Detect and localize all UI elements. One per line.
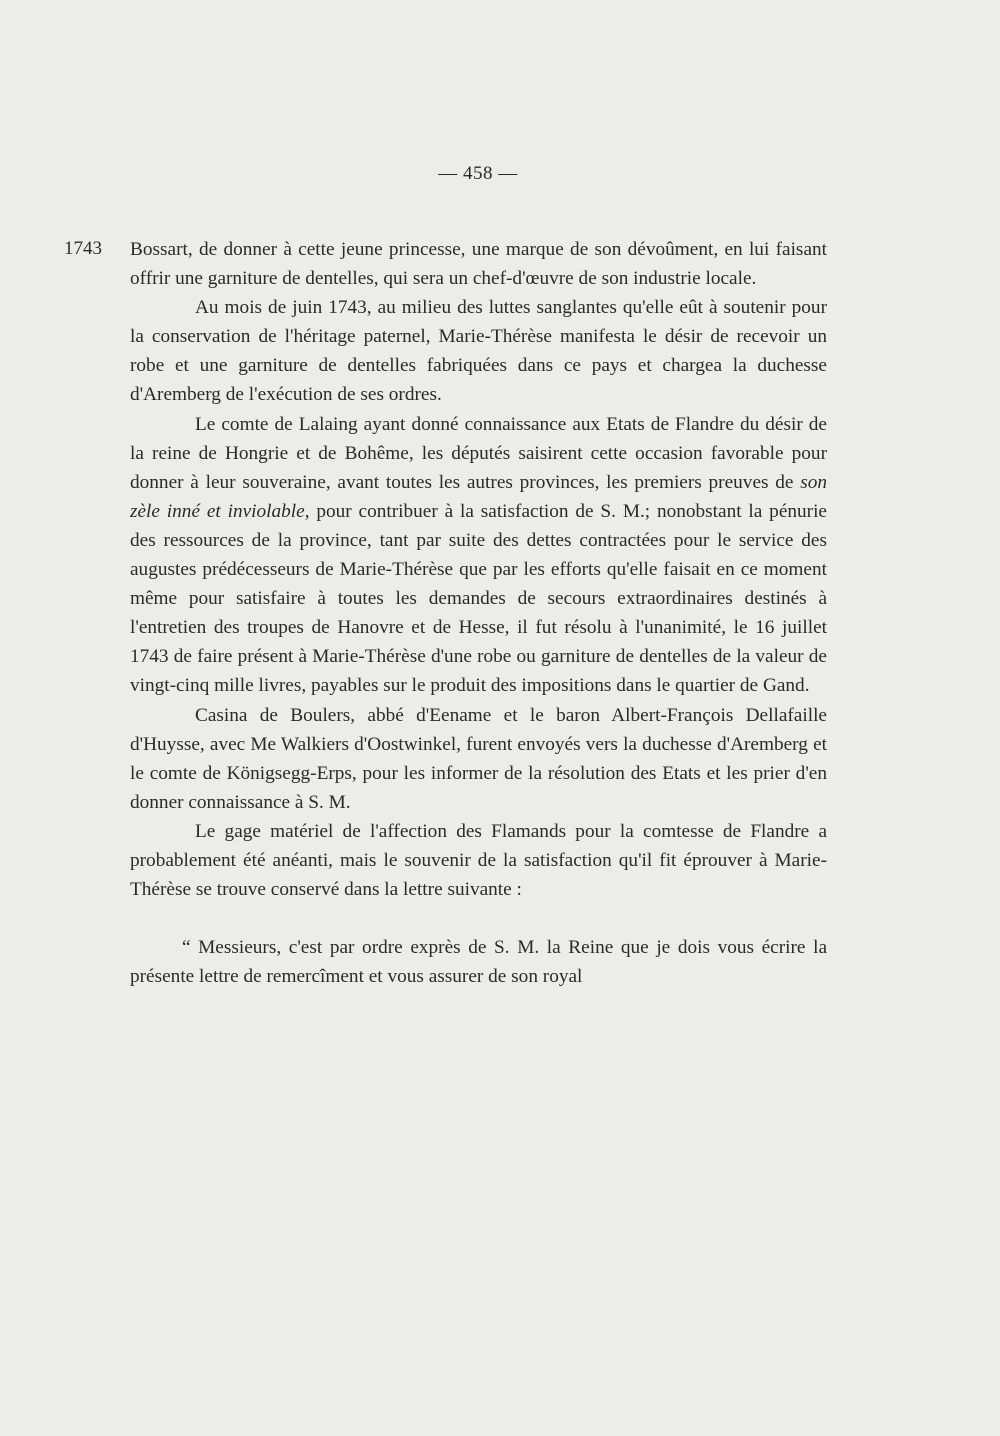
body-text [130, 235, 827, 991]
paragraph-4: Casina de Boulers, abbé d'Eename et le baron Albert-François Dellafaille d'Huysse, avec Me Walkiers d'Oostwinkel, furent envoyés vers la duchesse d'Aremberg et le comte de Königsegg-Erps, pour les informer de la résolution des Etats et les prier d'en donner connaissance à S. M. [130, 704, 827, 813]
paragraph-1: Bossart, de donner à cette jeune princesse, une marque de son dévoûment, en lui faisant offrir une garniture de dentelles, qui sera un chef-d'œuvre de son industrie locale. [130, 239, 827, 290]
paragraph-3-italic-phrase: son zèle inné et inviolable [130, 471, 827, 522]
paragraph-3-start: Le comte de Lalaing ayant donné connaissance aux Etats de Flandre du désir de la reine de Hongrie et de Bohême, les députés saisirent cette occasion favorable pour donner à leur souveraine, avant toutes les autres provinces, les premiers preuves de [130, 413, 827, 493]
quoted-letter: “ Messieurs, c'est par ordre exprès de S. M. la Reine que je dois vous écrire la présente lettre de remercîment et vous assurer de son royal [130, 937, 827, 988]
paragraph-3 [130, 410, 827, 701]
paragraph-3-end: , pour contribuer à la satisfaction de S. M.; nonobstant la pénurie des ressources de la province, tant par suite des dettes contractées pour le service des augustes prédécesseurs de Marie-Thérèse que par les efforts qu'elle faisait en ce moment même pour satisfaire à toutes les demandes de secours extraordinaires destinés à l'entretien des troupes de Hanovre et de Hesse, il fut résolu à l'unanimité, le 16 juillet 1743 de faire présent à Marie-Thérèse d'une robe ou garniture de dentelles de la valeur de vingt-cinq mille livres, payables sur le produit des impositions dans le quartier de Gand. [130, 500, 827, 697]
margin-year: 1743 [64, 238, 102, 259]
paragraph-2: Au mois de juin 1743, au milieu des luttes sanglantes qu'elle eût à soutenir pour la conservation de l'héritage paternel, Marie-Thérèse manifesta le désir de recevoir un robe et une garniture de dentelles fabriquées dans ce pays et chargea la duchesse d'Aremberg de l'exécution de ses ordres. [130, 297, 827, 406]
paragraph-5: Le gage matériel de l'affection des Flamands pour la comtesse de Flandre a probablement été anéanti, mais le souvenir de la satisfaction qu'il fit éprouver à Marie-Thérèse se trouve conservé dans la lettre suivante : [130, 820, 827, 901]
page-number: — 458 — [438, 163, 518, 184]
